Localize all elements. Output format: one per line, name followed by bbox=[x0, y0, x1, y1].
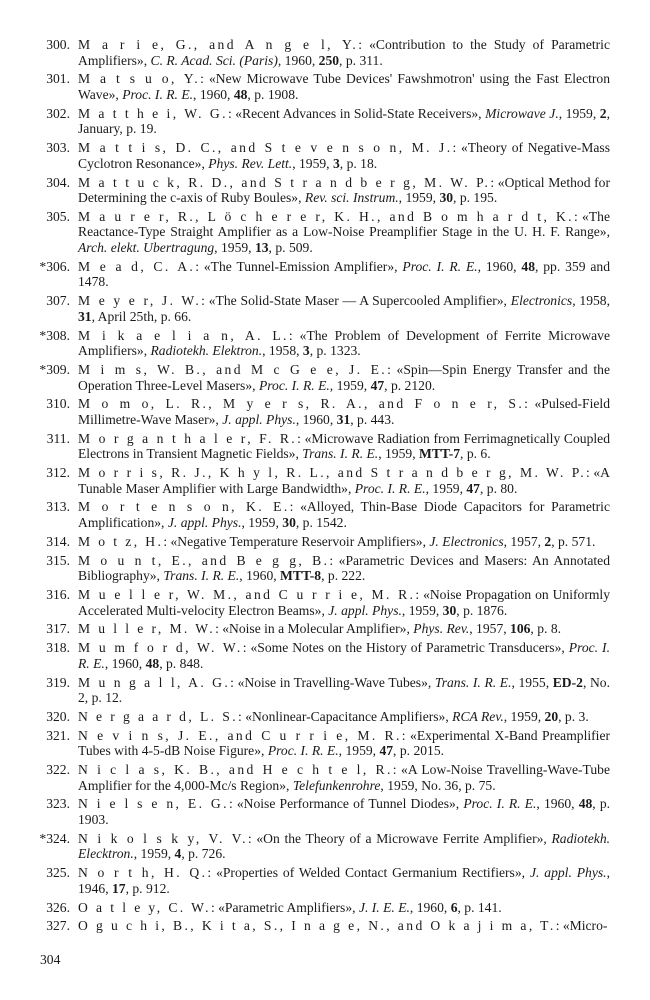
reference-journal: Phys. Rev. Lett. bbox=[208, 155, 293, 171]
reference-authors: N e r g a a r d, L. S. bbox=[78, 708, 239, 724]
reference-authors: M i m s, W. B., and M c G e e, J. E. bbox=[78, 361, 388, 377]
reference-entry bbox=[30, 534, 610, 550]
reference-entry bbox=[30, 762, 610, 793]
reference-authors: M u e l l e r, W. M., and C u r r i e, M. R. bbox=[78, 587, 416, 602]
reference-authors: M u n g a l l, A. G. bbox=[78, 674, 231, 690]
reference-authors: M o r g a n t h a l e r, F. R. bbox=[78, 430, 298, 446]
reference-text: : «Optical Method for Determining the c-axis of Ruby Boules», bbox=[78, 174, 611, 206]
reference-volume: 2 bbox=[599, 105, 607, 121]
reference-text: , 1959, bbox=[398, 190, 440, 206]
reference-text: , p. 80. bbox=[479, 480, 518, 496]
reference-volume: 3 bbox=[332, 155, 340, 171]
reference-journal: Trans. I. R. E. bbox=[302, 446, 379, 462]
reference-text: , 1960, bbox=[409, 899, 451, 915]
reference-entry bbox=[30, 175, 610, 206]
reference-text: , 1955, bbox=[511, 674, 553, 690]
reference-number: 311. bbox=[46, 430, 70, 446]
reference-authors: M o t z, H. bbox=[78, 533, 164, 549]
reference-journal: Proc. I. R. E. bbox=[402, 258, 478, 274]
reference-authors: M a t s u o, Y. bbox=[78, 71, 201, 87]
reference-text: , p. 222. bbox=[321, 568, 366, 584]
reference-text: : «On the Theory of a Microwave Ferrite Amplifier», bbox=[247, 830, 552, 846]
reference-entry bbox=[30, 499, 610, 530]
reference-journal: Phys. Rev. bbox=[413, 621, 470, 637]
reference-entry bbox=[30, 865, 610, 896]
reference-volume: 48 bbox=[521, 258, 535, 274]
reference-journal: J. I. E. E. bbox=[358, 899, 410, 915]
reference-volume: ED-2 bbox=[552, 674, 583, 690]
reference-journal: Proc. I. R. E. bbox=[122, 86, 194, 102]
reference-journal: Proc. I. R. E. bbox=[258, 377, 330, 393]
reference-text: , p. 2015. bbox=[393, 743, 445, 759]
reference-number: 303. bbox=[46, 140, 70, 156]
reference-number: *306. bbox=[39, 258, 70, 274]
reference-text: : «Noise in Travelling-Wave Tubes», bbox=[230, 674, 435, 690]
reference-journal: J. appl. Phys. bbox=[328, 602, 402, 618]
reference-text: , 1959, bbox=[338, 743, 380, 759]
reference-authors: M o r t e n s o n, K. E. bbox=[78, 499, 290, 515]
reference-authors: N e v i n s, J. E., and C u r r i e, M. R. bbox=[78, 727, 402, 743]
reference-authors: M a t t h e i, W. G. bbox=[78, 105, 228, 121]
reference-text: , 1959, bbox=[329, 377, 371, 393]
reference-volume: 30 bbox=[439, 190, 454, 206]
reference-entry bbox=[30, 396, 610, 427]
reference-volume: MTT-8 bbox=[280, 568, 322, 584]
reference-journal: Proc. I. R. E. bbox=[463, 796, 537, 812]
reference-journal: Electronics bbox=[510, 293, 573, 309]
reference-text: : «Negative Temperature Reservoir Amplifiers», bbox=[163, 533, 430, 549]
reference-entry bbox=[30, 431, 610, 462]
reference-entry bbox=[30, 209, 610, 256]
reference-authors: M u m f o r d, W. W. bbox=[78, 640, 243, 656]
reference-text: , p. 443. bbox=[350, 411, 395, 427]
reference-entry bbox=[30, 553, 610, 584]
reference-number: 313. bbox=[46, 499, 70, 515]
reference-journal: J. appl. Phys. bbox=[167, 515, 242, 531]
reference-text: , p. 2120. bbox=[384, 377, 436, 393]
reference-text: : «Parametric Devices and Masers: An Annotated Bibliography», bbox=[78, 552, 610, 584]
reference-text: : «Micro- bbox=[555, 918, 608, 934]
reference-text: : «Properties of Welded Contact Germanium Rectifiers», bbox=[207, 865, 530, 881]
reference-text: , p. 8. bbox=[530, 621, 562, 637]
reference-text: : «Noise Propagation on Uniformly Accelerated Multi-velocity Electron Beams», bbox=[78, 587, 610, 618]
reference-entry bbox=[30, 621, 610, 637]
reference-text: , p. 3. bbox=[558, 708, 589, 724]
reference-authors: M a r i e, G., and A n g e l, Y. bbox=[78, 37, 359, 52]
reference-text: , p. 1323. bbox=[309, 343, 361, 359]
reference-text: : «The Reactance-Type Straight Amplifier as a Low-Noise Preamplifier Stage in the U. H. F. Range», bbox=[78, 208, 610, 240]
reference-entry bbox=[30, 709, 610, 725]
reference-volume: 48 bbox=[233, 86, 248, 102]
reference-number: *309. bbox=[39, 361, 70, 377]
reference-volume: 30 bbox=[442, 602, 457, 618]
reference-entry bbox=[30, 71, 610, 102]
reference-volume: 20 bbox=[544, 708, 559, 724]
reference-number: 301. bbox=[46, 71, 70, 87]
reference-text: , 1958, bbox=[262, 343, 303, 359]
reference-text: : «Noise in a Molecular Amplifier», bbox=[215, 621, 414, 637]
reference-text: , 1960, bbox=[295, 411, 337, 427]
reference-authors: M a t t i s, D. C., and S t e v e n s o n, M. J. bbox=[78, 140, 453, 156]
reference-volume: 31 bbox=[336, 411, 351, 427]
reference-entry bbox=[30, 140, 610, 171]
reference-entry bbox=[30, 918, 610, 934]
reference-text: : «Noise Performance of Tunnel Diodes», bbox=[228, 796, 464, 812]
reference-entry bbox=[30, 465, 610, 496]
reference-volume: 106 bbox=[510, 621, 531, 637]
reference-number: *324. bbox=[39, 830, 70, 846]
reference-journal: Microwave J. bbox=[485, 105, 559, 121]
reference-authors: M e y e r, J. W. bbox=[78, 293, 202, 309]
reference-text: , p. 571. bbox=[551, 533, 596, 549]
page-number: 304 bbox=[40, 952, 61, 967]
reference-authors: N i e l s e n, E. G. bbox=[78, 796, 229, 812]
reference-number: 327. bbox=[46, 918, 70, 934]
reference-entry bbox=[30, 640, 610, 671]
reference-text: : «Experimental X-Band Preamplifier Tubes with 4-5-dB Noise Figure», bbox=[78, 727, 610, 759]
reference-text: : «A Tunable Maser Amplifier with Large Bandwidth», bbox=[78, 465, 610, 496]
reference-entry bbox=[30, 831, 610, 862]
reference-text: : «Nonlinear-Capacitance Amplifiers», bbox=[238, 708, 453, 724]
reference-entry bbox=[30, 37, 610, 68]
reference-number: 317. bbox=[46, 621, 70, 637]
reference-journal: Telefunkenrohre bbox=[292, 777, 381, 793]
reference-number: 310. bbox=[46, 396, 70, 412]
reference-authors: O g u c h i, B., K i t a, S., I n a g e, N., and O k a j i m a, T. bbox=[78, 918, 556, 934]
reference-text: , 1959, bbox=[292, 155, 333, 171]
reference-text: , p. 1908. bbox=[247, 86, 299, 102]
reference-journal: Trans. I. R. E. bbox=[163, 568, 240, 584]
reference-text: , 1959, bbox=[401, 602, 443, 618]
reference-text: , 1958, bbox=[572, 293, 611, 309]
reference-entry bbox=[30, 293, 610, 324]
reference-entry bbox=[30, 587, 610, 618]
reference-journal: Proc. I. R. E. bbox=[354, 480, 426, 496]
reference-authors: N i c l a s, K. B., and H e c h t e l, R. bbox=[78, 762, 393, 778]
reference-text: , January, p. 19. bbox=[78, 105, 610, 137]
reference-text: , p. 195. bbox=[453, 190, 498, 206]
reference-text: , 1959, bbox=[241, 515, 283, 531]
reference-authors: M i k a e l i a n, A. L. bbox=[78, 327, 289, 343]
reference-entry bbox=[30, 362, 610, 393]
reference-number: 315. bbox=[46, 552, 70, 568]
reference-authors: M a t t u c k, R. D., and S t r a n d b e r g, M. W. P. bbox=[78, 174, 491, 190]
reference-number: *308. bbox=[39, 327, 70, 343]
reference-volume: MTT-7 bbox=[418, 446, 461, 462]
reference-text: : «The Problem of Development of Ferrite Microwave Amplifiers», bbox=[78, 327, 610, 359]
reference-text: : «Microwave Radiation from Ferrimagnetically Coupled Electrons in Transient Magnetic Fields», bbox=[78, 430, 610, 462]
reference-volume: 250 bbox=[318, 52, 340, 68]
reference-text: , 1959, bbox=[378, 446, 419, 462]
reference-volume: 48 bbox=[145, 655, 160, 671]
reference-text: , 1957, bbox=[469, 621, 511, 637]
reference-authors: O a t l e y, C. W. bbox=[78, 899, 211, 915]
reference-number: 300. bbox=[46, 37, 70, 52]
reference-text: , 1960, bbox=[239, 568, 281, 584]
reference-text: , 1960, bbox=[104, 655, 146, 671]
reference-text: , p. 6. bbox=[460, 446, 491, 462]
reference-journal: J. Electronics bbox=[429, 533, 504, 549]
reference-text: , No. 2, p. 12. bbox=[78, 674, 610, 706]
reference-text: , p. 912. bbox=[125, 880, 170, 896]
reference-journal: Proc. I. R. E. bbox=[78, 640, 610, 671]
reference-entry bbox=[30, 728, 610, 759]
reference-number: 323. bbox=[46, 796, 70, 812]
reference-number: 326. bbox=[46, 899, 70, 915]
reference-number: 302. bbox=[46, 105, 70, 121]
reference-volume: 6 bbox=[450, 899, 458, 915]
reference-journal: Radiotekh. Elektron. bbox=[150, 343, 263, 359]
reference-text: : «The Tunnel-Emission Amplifier», bbox=[195, 258, 403, 274]
reference-text: , 1959, bbox=[503, 708, 545, 724]
reference-entry bbox=[30, 259, 610, 290]
reference-journal: Arch. elekt. Ubertragung bbox=[78, 240, 215, 256]
reference-number: 322. bbox=[46, 762, 70, 778]
reference-text: , 1957, bbox=[503, 533, 545, 549]
reference-text: : «The Solid-State Maser — A Supercooled Amplifier», bbox=[201, 293, 511, 309]
reference-number: 320. bbox=[46, 708, 70, 724]
reference-number: 314. bbox=[46, 533, 70, 549]
reference-text: , p. 509. bbox=[268, 240, 313, 256]
reference-volume: 13 bbox=[254, 240, 269, 256]
reference-text: , April 25th, p. 66. bbox=[91, 308, 192, 324]
reference-volume: 4 bbox=[174, 846, 182, 862]
reference-text: , 1960, bbox=[277, 52, 319, 68]
reference-journal: C. R. Acad. Sci. (Paris) bbox=[150, 52, 278, 68]
reference-entry bbox=[30, 106, 610, 137]
reference-authors: M u l l e r, M. W. bbox=[78, 621, 216, 637]
reference-text: , 1959, bbox=[133, 846, 175, 862]
reference-journal: RCA Rev. bbox=[452, 708, 504, 724]
reference-volume: 2 bbox=[544, 533, 552, 549]
reference-text: : «Spin—Spin Energy Transfer and the Operation Three-Level Masers», bbox=[78, 361, 610, 393]
reference-number: 307. bbox=[46, 293, 70, 309]
reference-volume: 30 bbox=[282, 515, 296, 531]
reference-number: 316. bbox=[46, 587, 70, 602]
reference-number: 325. bbox=[46, 865, 70, 881]
reference-number: 319. bbox=[46, 674, 70, 690]
reference-journal: J. appl. Phys. bbox=[222, 411, 296, 427]
reference-authors: M o u n t, E., and B e g g, B. bbox=[78, 552, 330, 568]
reference-text: , 1959, bbox=[558, 105, 600, 121]
reference-volume: 17 bbox=[111, 880, 126, 896]
reference-journal: Rev. sci. Instrum. bbox=[304, 190, 399, 206]
reference-text: : «Pulsed-Field Millimetre-Wave Maser», bbox=[78, 396, 610, 427]
reference-volume: 48 bbox=[578, 796, 593, 812]
reference-number: 305. bbox=[46, 208, 70, 224]
reference-number: 304. bbox=[46, 174, 70, 190]
reference-volume: 3 bbox=[302, 343, 310, 359]
reference-number: 312. bbox=[46, 465, 70, 481]
reference-journal: J. appl. Phys. bbox=[529, 865, 607, 881]
reference-text: , p. 1876. bbox=[456, 602, 508, 618]
reference-text: , p. 1542. bbox=[295, 515, 347, 531]
reference-authors: N i k o l s k y, V. V. bbox=[78, 830, 248, 846]
reference-entry bbox=[30, 900, 610, 916]
reference-text: , 1960, bbox=[477, 258, 522, 274]
reference-text: , p. 141. bbox=[457, 899, 502, 915]
reference-volume: 47 bbox=[379, 743, 394, 759]
reference-entry bbox=[30, 675, 610, 706]
reference-text: , 1959, No. 36, p. 75. bbox=[380, 777, 496, 793]
reference-number: 318. bbox=[46, 640, 70, 656]
reference-text: : «Parametric Amplifiers», bbox=[210, 899, 359, 915]
reference-text: , p. 726. bbox=[181, 846, 226, 862]
reference-authors: N o r t h, H. Q. bbox=[78, 865, 208, 881]
reference-text: , 1960, bbox=[193, 86, 234, 102]
reference-authors: M e a d, C. A. bbox=[78, 258, 196, 274]
reference-entry bbox=[30, 796, 610, 827]
reference-authors: M o m o, L. R., M y e r s, R. A., and F o n e r, S. bbox=[78, 396, 525, 412]
reference-text: , 1959, bbox=[214, 240, 255, 256]
reference-text: , p. 848. bbox=[159, 655, 204, 671]
reference-number: 321. bbox=[46, 727, 70, 743]
reference-journal: Proc. I. R. E. bbox=[267, 743, 339, 759]
reference-volume: 47 bbox=[466, 480, 480, 496]
reference-text: , 1946, bbox=[78, 865, 610, 896]
reference-text: : «New Microwave Tube Devices' Fawshmotron' using the Fast Electron Wave», bbox=[78, 71, 611, 102]
reference-text: : «Contribution to the Study of Parametric Amplifiers», bbox=[78, 37, 610, 68]
reference-text: : «A Low-Noise Travelling-Wave-Tube Amplifier for the 4,000-Mc/s Region», bbox=[78, 762, 610, 793]
reference-list bbox=[30, 37, 610, 937]
reference-text: , 1959, bbox=[425, 480, 467, 496]
reference-text: : «Alloyed, Thin-Base Diode Capacitors for Parametric Amplification», bbox=[78, 499, 610, 531]
reference-authors: M o r r i s, R. J., K h y l, R. L., and S t r a n d b e r g, M. W. P. bbox=[78, 465, 587, 481]
reference-journal: Radiotekh. Elecktron. bbox=[78, 830, 611, 862]
reference-text: , p. 311. bbox=[339, 52, 383, 68]
reference-text: , 1960, bbox=[536, 796, 579, 812]
reference-text: , p. 1903. bbox=[78, 796, 611, 828]
reference-volume: 31 bbox=[78, 308, 92, 324]
reference-volume: 47 bbox=[370, 377, 385, 393]
reference-journal: Trans. I. R. E. bbox=[434, 674, 512, 690]
reference-text: , pp. 359 and 1478. bbox=[78, 258, 611, 290]
reference-text: : «Recent Advances in Solid-State Receivers», bbox=[227, 105, 486, 121]
reference-text: : «Theory of Negative-Mass Cyclotron Resonance», bbox=[78, 140, 610, 171]
reference-text: : «Some Notes on the History of Parametric Transducers», bbox=[242, 640, 569, 656]
reference-text: , p. 18. bbox=[339, 155, 378, 171]
reference-authors: M a u r e r, R., L ö c h e r e r, K. H., and B o m h a r d t, K. bbox=[78, 208, 574, 224]
reference-entry bbox=[30, 328, 610, 359]
